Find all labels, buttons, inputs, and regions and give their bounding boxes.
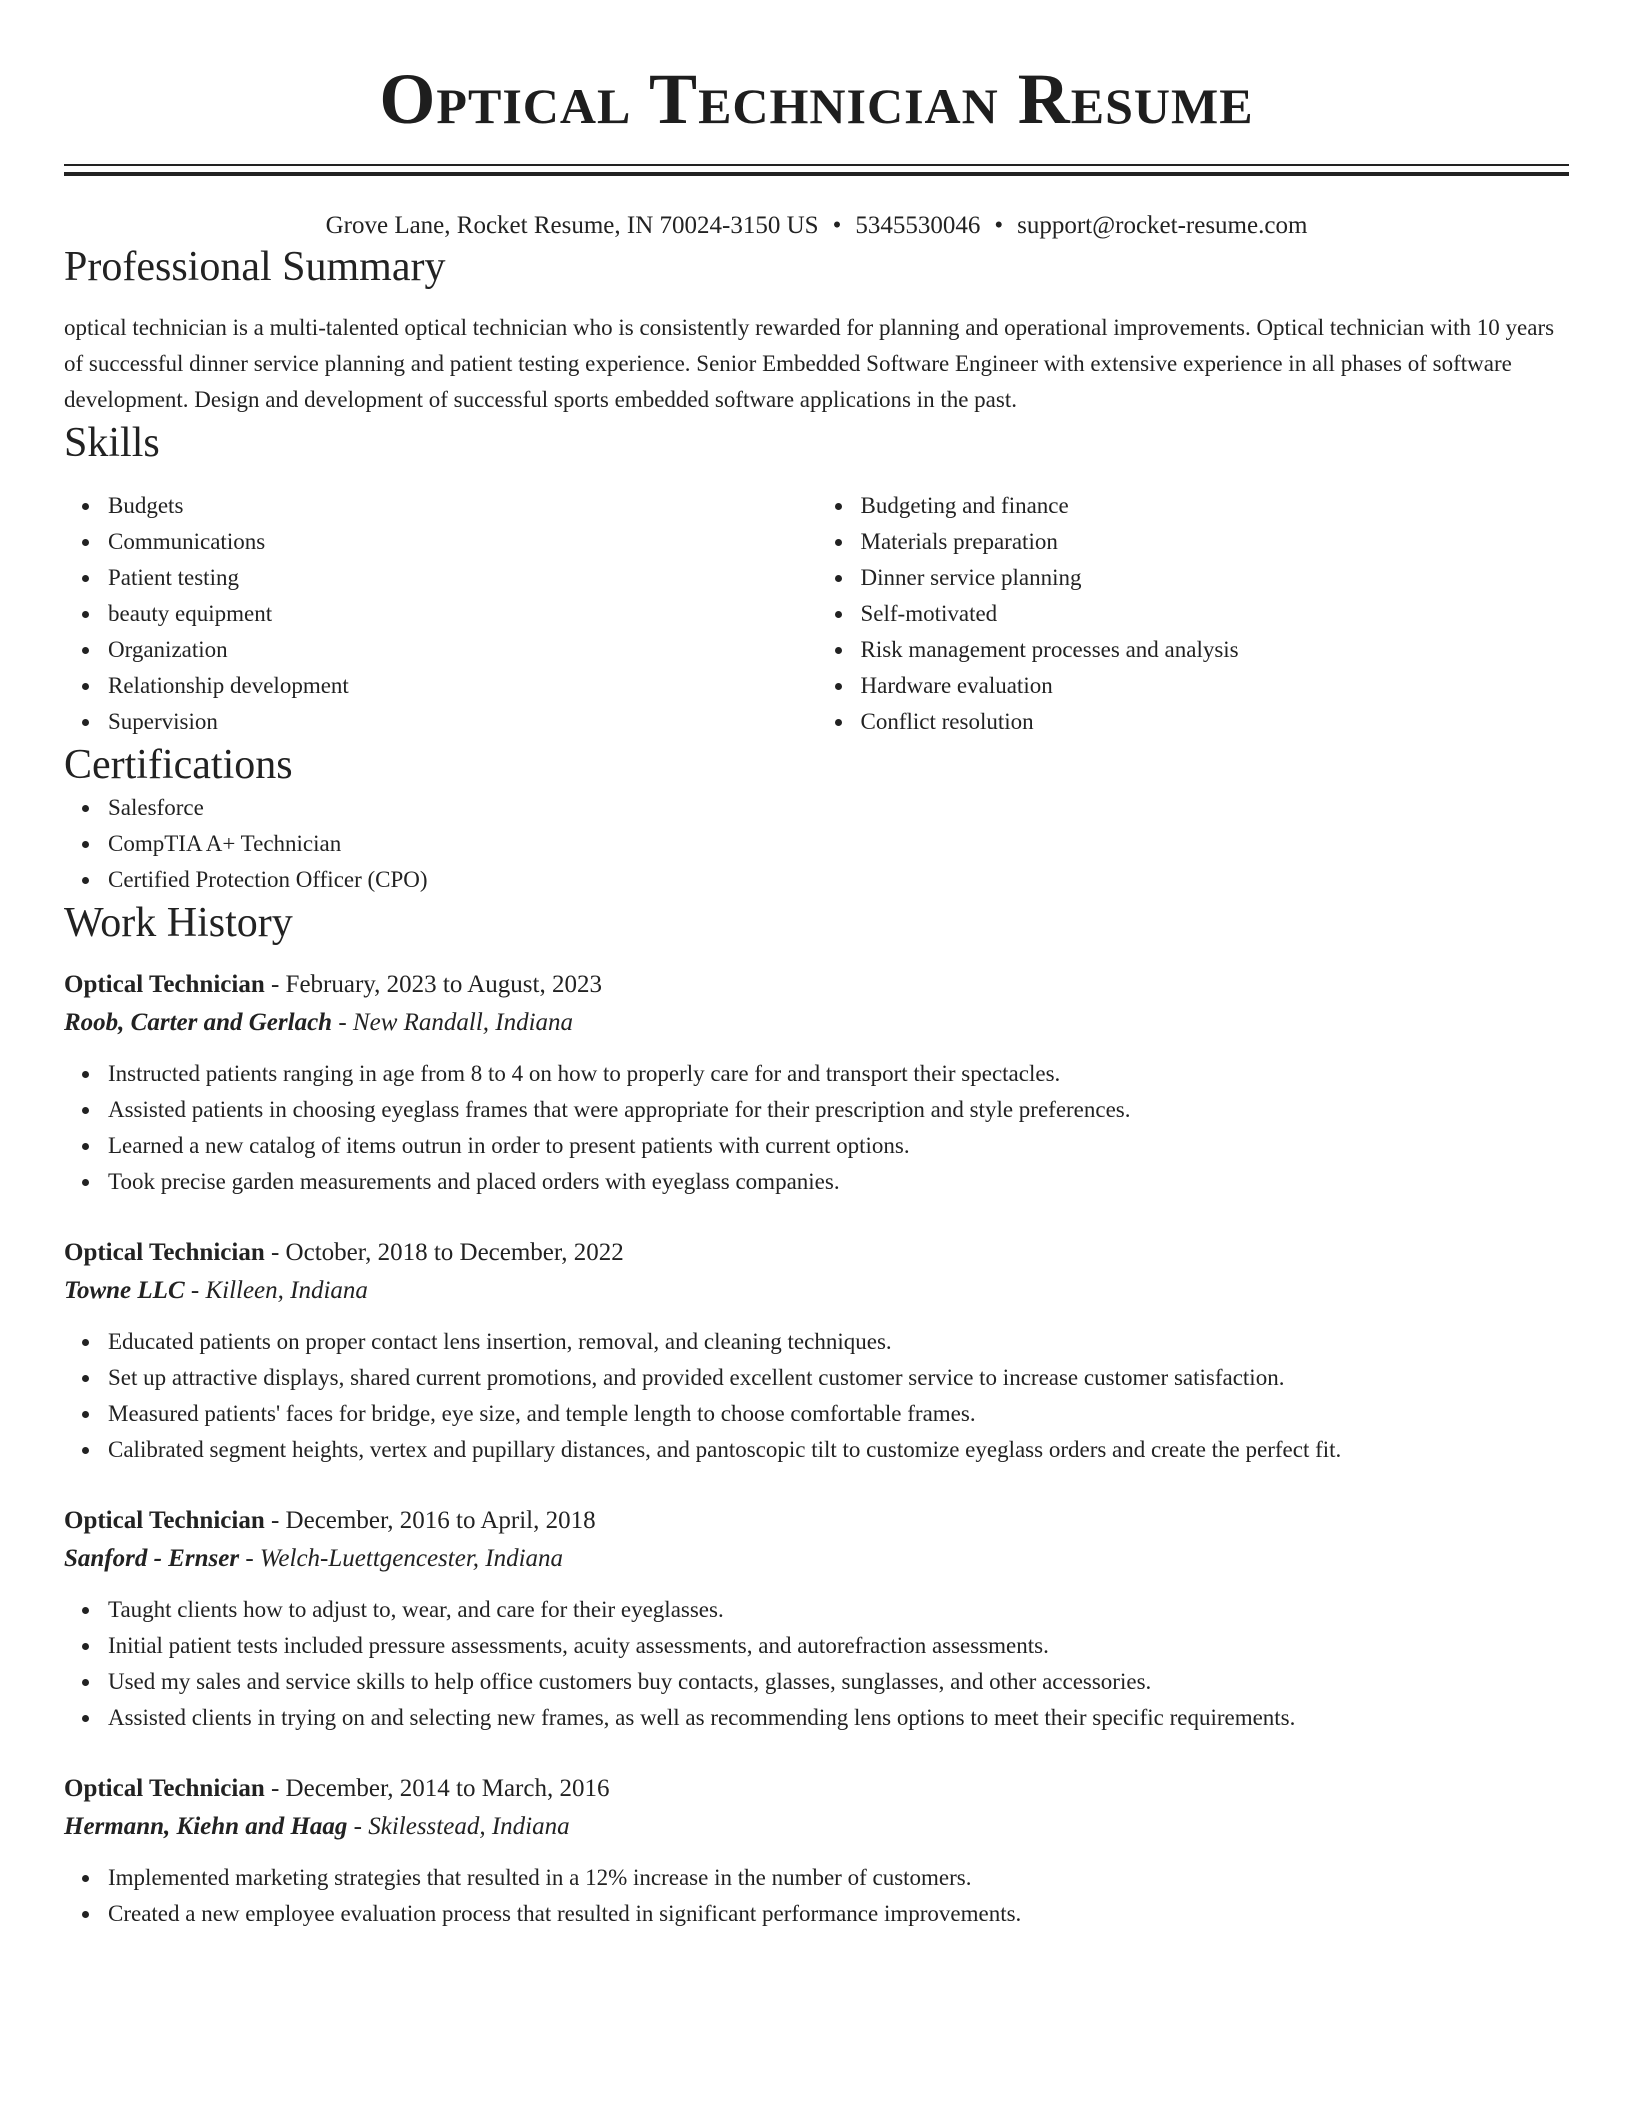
certification-item: CompTIA A+ Technician [108, 826, 1569, 862]
summary-heading: Professional Summary [64, 244, 446, 290]
job-company-line [64, 1540, 1569, 1578]
job-dates: - December, 2014 to March, 2016 [264, 1775, 610, 1802]
certification-item: Certified Protection Officer (CPO) [108, 862, 1569, 898]
job-company: Towne LLC [64, 1277, 185, 1304]
bullet-dot [835, 683, 842, 690]
skill-item: Communications [108, 524, 817, 560]
duty-item: Taught clients how to adjust to, wear, and care for their eyeglasses. [108, 1592, 1569, 1628]
bullet-dot [835, 647, 842, 654]
bullet-dot [82, 1715, 89, 1722]
job-company: Hermann, Kiehn and Haag [64, 1813, 348, 1840]
job-title-line [64, 1502, 1569, 1540]
bullet-dot [82, 1375, 89, 1382]
certifications-list [64, 790, 1569, 898]
job-duties [64, 1056, 1569, 1200]
resume-title: Optical Technician Resume [379, 59, 1254, 139]
title-rule-thick [64, 172, 1569, 176]
skill-item: Budgets [108, 488, 817, 524]
job-role: Optical Technician [64, 1775, 265, 1802]
skill-item: Self-motivated [861, 596, 1570, 632]
job-duties [64, 1860, 1569, 1932]
skill-item: Hardware evaluation [861, 668, 1570, 704]
job-duties [64, 1592, 1569, 1736]
duty-item: Created a new employee evaluation process that resulted in significant performance improvements. [108, 1896, 1569, 1932]
job-dates: - February, 2023 to August, 2023 [264, 971, 602, 998]
contact-separator: • [994, 212, 1004, 239]
duty-item: Instructed patients ranging in age from 8 to 4 on how to properly care for and transport their spectacles. [108, 1056, 1569, 1092]
bullet-dot [82, 805, 89, 812]
bullet-dot [82, 877, 89, 884]
job-dates: - December, 2016 to April, 2018 [264, 1507, 596, 1534]
bullet-dot [82, 611, 89, 618]
job-dates: - October, 2018 to December, 2022 [264, 1239, 624, 1266]
duty-item: Measured patients' faces for bridge, eye size, and temple length to choose comfortable frames. [108, 1396, 1569, 1432]
bullet-dot [82, 1679, 89, 1686]
job-location: - New Randall, Indiana [332, 1009, 574, 1036]
duty-item: Implemented marketing strategies that resulted in a 12% increase in the number of customers. [108, 1860, 1569, 1896]
contact-separator: • [832, 212, 842, 239]
job-company-line [64, 1004, 1569, 1042]
skill-item: Supervision [108, 704, 817, 740]
duty-item: Assisted patients in choosing eyeglass frames that were appropriate for their prescription and style preferences. [108, 1092, 1569, 1128]
bullet-dot [82, 647, 89, 654]
bullet-dot [82, 683, 89, 690]
job-entry [64, 1234, 1569, 1468]
bullet-dot [82, 719, 89, 726]
summary-text: optical technician is a multi-talented optical technician who is consistently rewarded for planning and operational improvements. Optical technician with 10 years of successful dinner service planning and patient testing experience. Senior Embedded Software Engineer with extensive experience in all phases of software development. Design and development of successful sports embedded software applications in the past. [64, 315, 1555, 412]
skill-item: Relationship development [108, 668, 817, 704]
bullet-dot [82, 1875, 89, 1882]
bullet-dot [835, 719, 842, 726]
bullet-dot [835, 539, 842, 546]
job-location: - Killeen, Indiana [184, 1277, 368, 1304]
skills-columns [64, 488, 1569, 740]
work-history-heading: Work History [64, 900, 293, 946]
duty-item: Assisted clients in trying on and selecting new frames, as well as recommending lens options to meet their specific requirements. [108, 1700, 1569, 1736]
certifications-heading: Certifications [64, 742, 293, 788]
job-location: - Skilesstead, Indiana [347, 1813, 570, 1840]
bullet-dot [82, 1179, 89, 1186]
skill-item: Conflict resolution [861, 704, 1570, 740]
skill-item: Materials preparation [861, 524, 1570, 560]
bullet-dot [82, 1911, 89, 1918]
job-company: Roob, Carter and Gerlach [64, 1009, 333, 1036]
job-role: Optical Technician [64, 971, 265, 998]
job-entry [64, 1770, 1569, 1932]
duty-item: Set up attractive displays, shared current promotions, and provided excellent customer service to increase customer satisfaction. [108, 1360, 1569, 1396]
resume-page [64, 0, 1569, 1932]
skill-item: beauty equipment [108, 596, 817, 632]
bullet-dot [82, 1143, 89, 1150]
bullet-dot [835, 575, 842, 582]
contact-line [64, 210, 1569, 242]
duty-item: Initial patient tests included pressure assessments, acuity assessments, and autorefraction assessments. [108, 1628, 1569, 1664]
job-duties [64, 1324, 1569, 1468]
bullet-dot [82, 575, 89, 582]
skill-item: Dinner service planning [861, 560, 1570, 596]
contact-email: support@rocket-resume.com [1017, 212, 1308, 239]
job-company-line [64, 1272, 1569, 1310]
duty-item: Educated patients on proper contact lens insertion, removal, and cleaning techniques. [108, 1324, 1569, 1360]
bullet-dot [82, 1411, 89, 1418]
skill-item: Organization [108, 632, 817, 668]
bullet-dot [82, 1339, 89, 1346]
bullet-dot [82, 1447, 89, 1454]
duty-item: Learned a new catalog of items outrun in order to present patients with current options. [108, 1128, 1569, 1164]
job-entry [64, 1502, 1569, 1736]
bullet-dot [82, 1607, 89, 1614]
duty-item: Took precise garden measurements and placed orders with eyeglass companies. [108, 1164, 1569, 1200]
bullet-dot [82, 1643, 89, 1650]
duty-item: Used my sales and service skills to help office customers buy contacts, glasses, sunglasses, and other accessories. [108, 1664, 1569, 1700]
bullet-dot [835, 611, 842, 618]
job-role: Optical Technician [64, 1507, 265, 1534]
bullet-dot [82, 503, 89, 510]
duty-item: Calibrated segment heights, vertex and pupillary distances, and pantoscopic tilt to customize eyeglass orders and create the perfect fit. [108, 1432, 1569, 1468]
job-location: - Welch-Luettgencester, Indiana [239, 1545, 564, 1572]
job-title-line [64, 966, 1569, 1004]
title-rule-thin [64, 164, 1569, 166]
skill-item: Patient testing [108, 560, 817, 596]
job-role: Optical Technician [64, 1239, 265, 1266]
bullet-dot [82, 1071, 89, 1078]
job-company: Sanford - Ernser [64, 1545, 240, 1572]
bullet-dot [82, 841, 89, 848]
bullet-dot [82, 1107, 89, 1114]
skills-list-right [817, 488, 1570, 740]
skill-item: Budgeting and finance [861, 488, 1570, 524]
contact-address: Grove Lane, Rocket Resume, IN 70024-3150 US [325, 212, 819, 239]
job-entry [64, 966, 1569, 1200]
skill-item: Risk management processes and analysis [861, 632, 1570, 668]
bullet-dot [835, 503, 842, 510]
skills-heading: Skills [64, 420, 160, 466]
job-title-line [64, 1770, 1569, 1808]
job-company-line [64, 1808, 1569, 1846]
job-title-line [64, 1234, 1569, 1272]
skills-list-left [64, 488, 817, 740]
certification-item: Salesforce [108, 790, 1569, 826]
contact-phone: 5345530046 [855, 212, 981, 239]
bullet-dot [82, 539, 89, 546]
